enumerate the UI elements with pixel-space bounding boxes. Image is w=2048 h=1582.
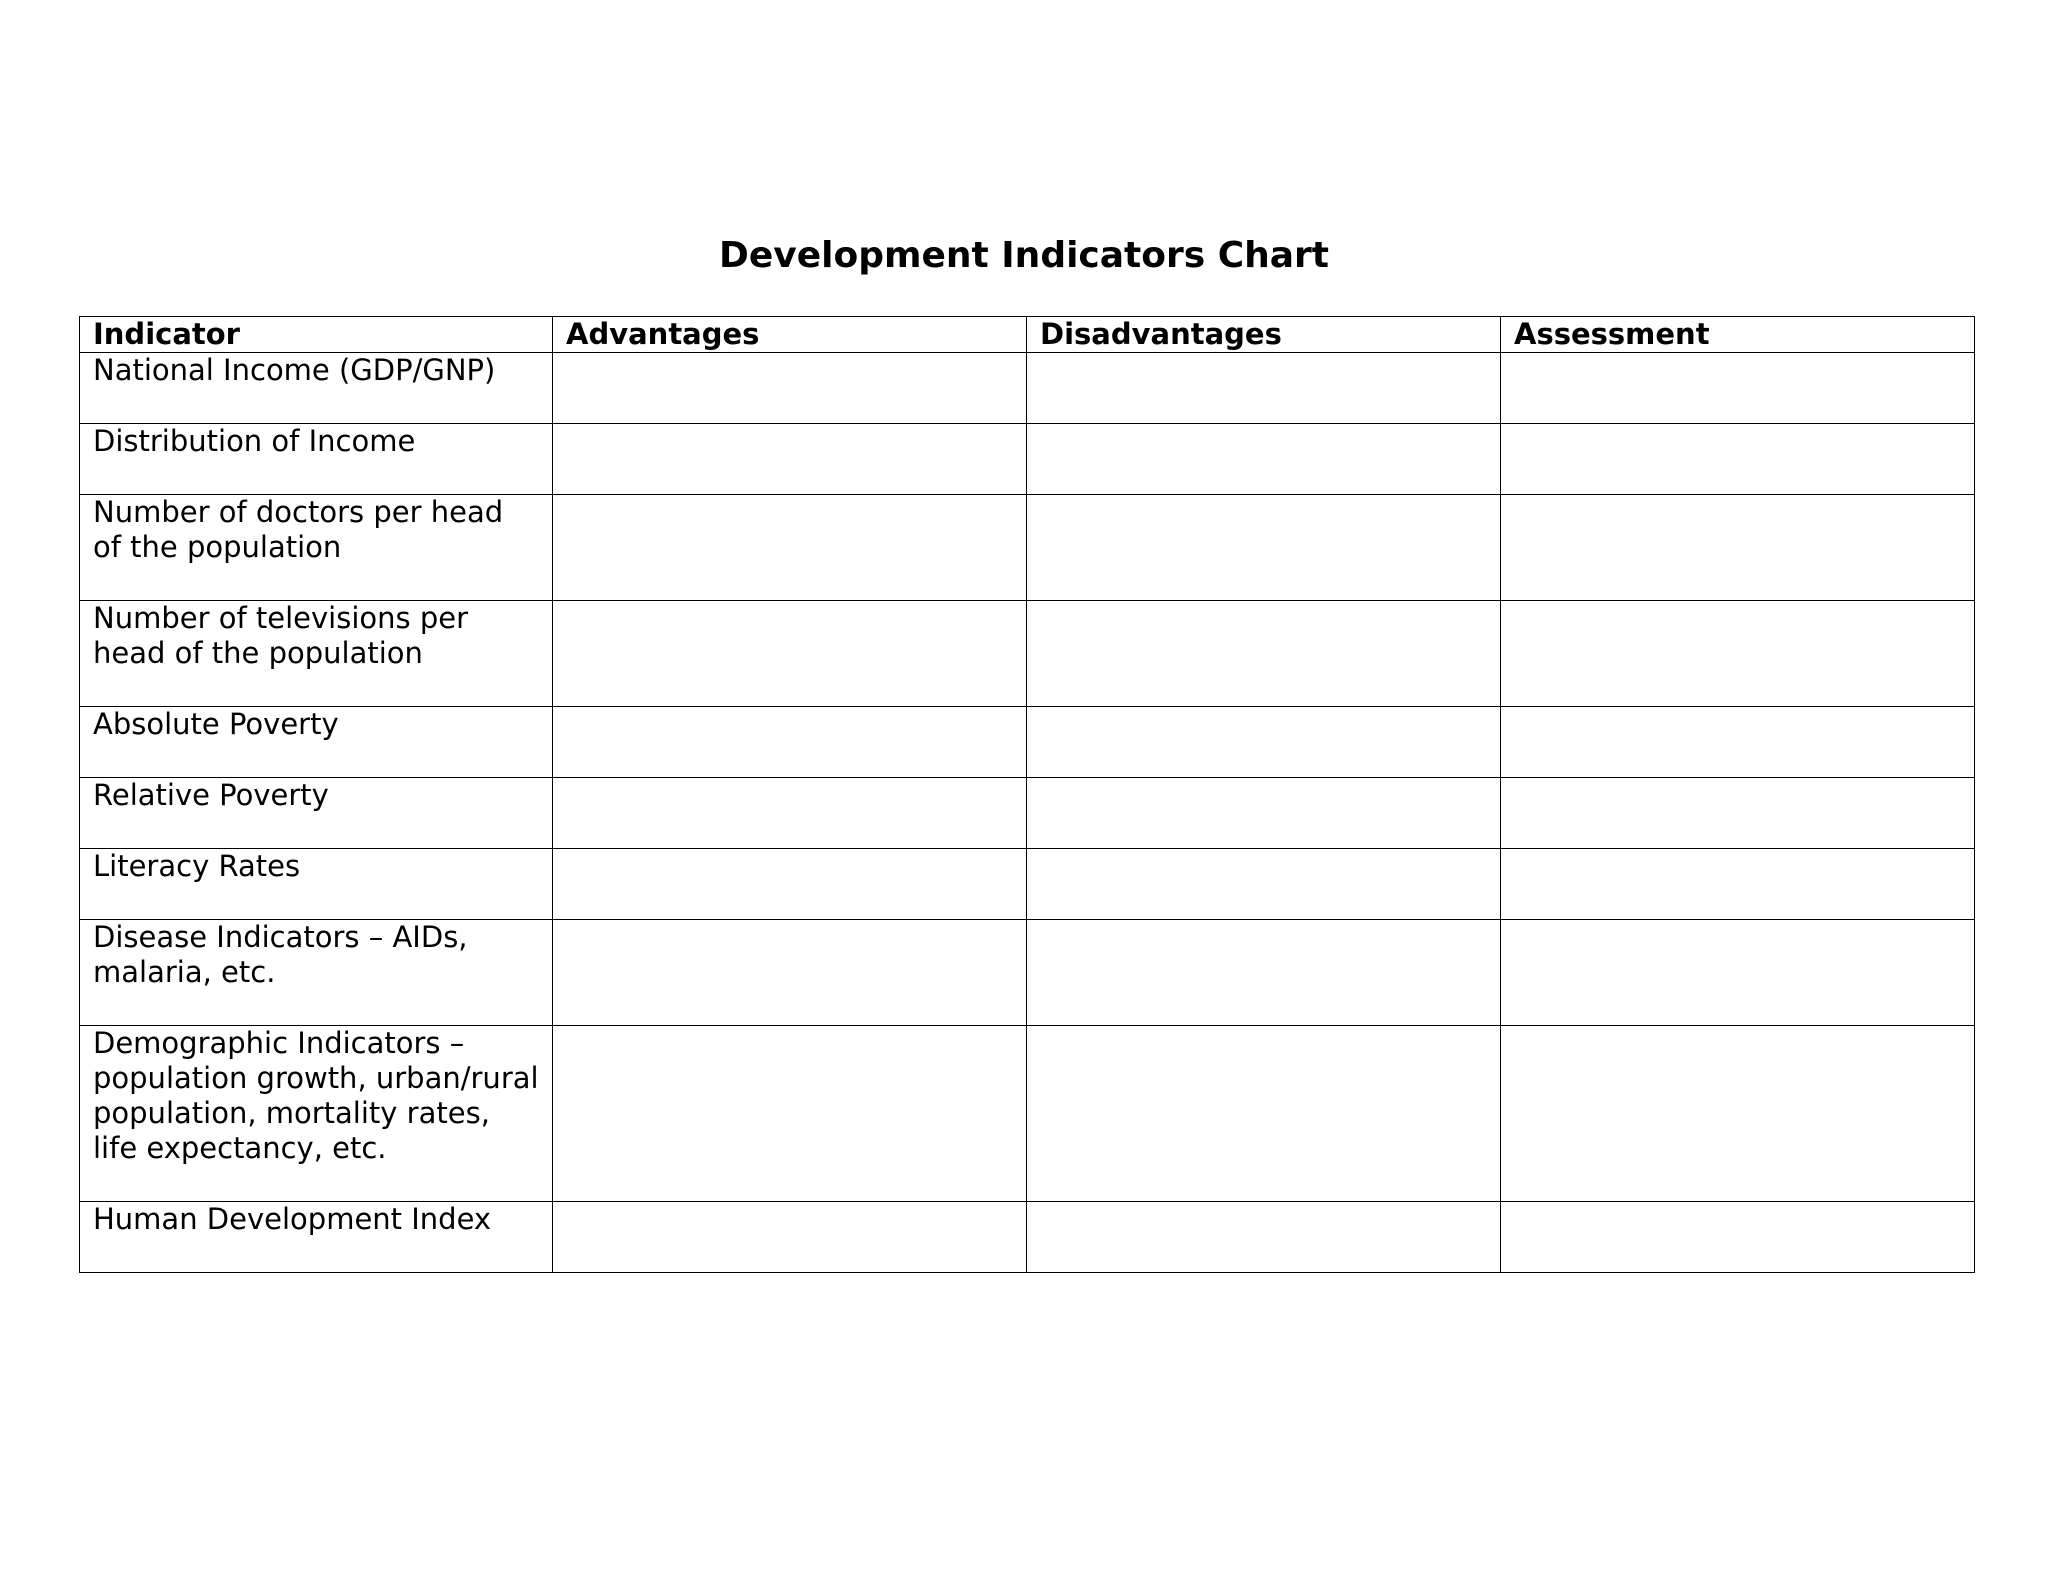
assessment-cell[interactable]	[1501, 1202, 1975, 1273]
indicator-cell: Number of doctors per head of the population	[80, 495, 553, 601]
assessment-cell[interactable]	[1501, 601, 1975, 707]
indicator-cell: Disease Indicators – AIDs, malaria, etc.	[80, 920, 553, 1026]
indicator-cell: Relative Poverty	[80, 778, 553, 849]
header-assessment: Assessment	[1501, 317, 1975, 353]
indicator-cell: Demographic Indicators – population growth, urban/rural population, mortality rates, life expectancy, etc.	[80, 1026, 553, 1202]
page-title: Development Indicators Chart	[718, 235, 1330, 276]
table-row	[80, 849, 1975, 920]
assessment-cell[interactable]	[1501, 778, 1975, 849]
header-indicator: Indicator	[80, 317, 553, 353]
advantages-cell[interactable]	[553, 920, 1027, 1026]
assessment-cell[interactable]	[1501, 920, 1975, 1026]
disadvantages-cell[interactable]	[1027, 601, 1501, 707]
table-row	[80, 1202, 1975, 1273]
disadvantages-cell[interactable]	[1027, 1026, 1501, 1202]
disadvantages-cell[interactable]	[1027, 495, 1501, 601]
advantages-cell[interactable]	[553, 601, 1027, 707]
disadvantages-cell[interactable]	[1027, 707, 1501, 778]
advantages-cell[interactable]	[553, 1026, 1027, 1202]
assessment-cell[interactable]	[1501, 495, 1975, 601]
advantages-cell[interactable]	[553, 778, 1027, 849]
advantages-cell[interactable]	[553, 707, 1027, 778]
disadvantages-cell[interactable]	[1027, 849, 1501, 920]
assessment-cell[interactable]	[1501, 424, 1975, 495]
disadvantages-cell[interactable]	[1027, 424, 1501, 495]
table-row	[80, 353, 1975, 424]
advantages-cell[interactable]	[553, 495, 1027, 601]
disadvantages-cell[interactable]	[1027, 778, 1501, 849]
indicator-cell: Absolute Poverty	[80, 707, 553, 778]
table-row	[80, 424, 1975, 495]
advantages-cell[interactable]	[553, 353, 1027, 424]
assessment-cell[interactable]	[1501, 849, 1975, 920]
disadvantages-cell[interactable]	[1027, 1202, 1501, 1273]
development-indicators-table	[79, 316, 1975, 1273]
assessment-cell[interactable]	[1501, 353, 1975, 424]
advantages-cell[interactable]	[553, 1202, 1027, 1273]
indicator-cell: National Income (GDP/GNP)	[80, 353, 553, 424]
indicator-cell: Number of televisions per head of the population	[80, 601, 553, 707]
header-advantages: Advantages	[553, 317, 1027, 353]
assessment-cell[interactable]	[1501, 707, 1975, 778]
table-row	[80, 601, 1975, 707]
table-row	[80, 707, 1975, 778]
table-row	[80, 495, 1975, 601]
disadvantages-cell[interactable]	[1027, 920, 1501, 1026]
header-disadvantages: Disadvantages	[1027, 317, 1501, 353]
indicator-cell: Literacy Rates	[80, 849, 553, 920]
disadvantages-cell[interactable]	[1027, 353, 1501, 424]
table-row	[80, 920, 1975, 1026]
indicator-cell: Human Development Index	[80, 1202, 553, 1273]
header-row	[80, 317, 1975, 353]
assessment-cell[interactable]	[1501, 1026, 1975, 1202]
indicator-cell: Distribution of Income	[80, 424, 553, 495]
advantages-cell[interactable]	[553, 849, 1027, 920]
advantages-cell[interactable]	[553, 424, 1027, 495]
table-row	[80, 778, 1975, 849]
table-row	[80, 1026, 1975, 1202]
